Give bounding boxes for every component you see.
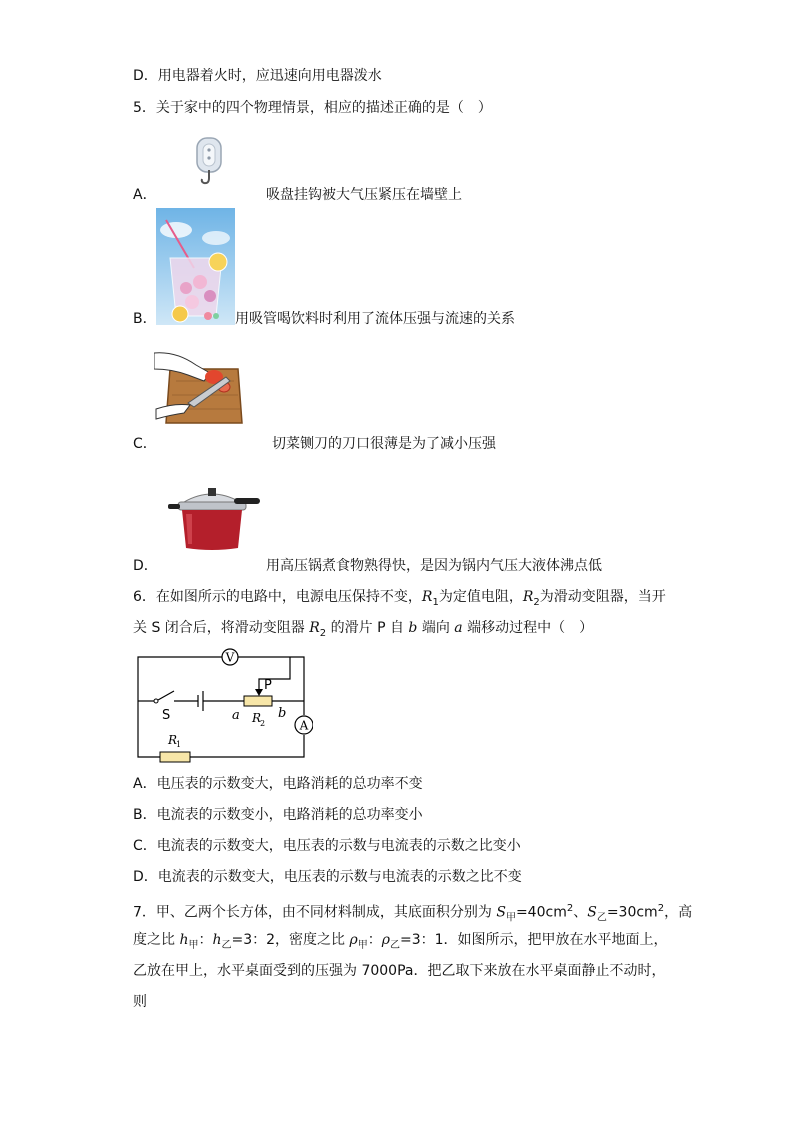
- q7-line3: 乙放在甲上，水平桌面受到的压强为 7000Pa．把乙取下来放在水平桌面静止不动时，: [133, 963, 666, 979]
- q5-option-d-text: 用高压锅煮食物熟得快，是因为锅内气压大液体沸点低: [266, 558, 602, 574]
- q7-text-5: =3：1．如图所示，把甲放在水平地面上，: [399, 932, 668, 948]
- ammeter-label: A: [299, 718, 309, 733]
- height-symbol-2: h: [212, 932, 222, 948]
- q5-stem: 5．关于家中的四个物理情景，相应的描述正确的是（ ）: [133, 100, 492, 116]
- area-symbol: S: [496, 904, 506, 921]
- q6-text-2: 为定值电阻，: [438, 589, 523, 605]
- q5-option-b-label: B．: [133, 311, 157, 327]
- end-a-label: a: [232, 708, 240, 723]
- area-yi-value: =30cm: [606, 904, 658, 921]
- q7-colon-2: ：: [367, 932, 382, 948]
- area-yi-unit-sup: 2: [657, 903, 665, 914]
- r2-label: R: [252, 711, 262, 725]
- r1-symbol: R: [421, 589, 433, 605]
- q5-option-b-text: 用吸管喝饮料时利用了流体压强与流速的关系: [235, 311, 515, 327]
- q6-option-d: D．电流表的示数变大，电压表的示数与电流表的示数之比不变: [133, 869, 522, 885]
- r2-subscript: 2: [533, 596, 540, 608]
- q7-text-3: 度之比: [133, 932, 180, 948]
- voltmeter-label: V: [225, 650, 235, 665]
- height-yi-sub: 乙: [221, 939, 232, 951]
- q6-text-1: 6．在如图所示的电路中，电源电压保持不变，: [133, 589, 422, 605]
- q4-option-d: D．用电器着火时，应迅速向用电器泼水: [133, 68, 382, 84]
- height-jia-sub: 甲: [188, 939, 199, 951]
- end-b-label: b: [278, 706, 287, 721]
- q6-stem-line2: [133, 618, 593, 644]
- q5-option-a-text: 吸盘挂钩被大气压紧压在墙壁上: [266, 187, 462, 203]
- q6-text-4: 关 S 闭合后，将滑动变阻器: [133, 620, 310, 636]
- area-symbol-2: S: [587, 904, 597, 921]
- r2-symbol: R: [522, 589, 534, 605]
- area-jia-unit-sup: 2: [566, 903, 574, 914]
- q5-option-d-label: D．: [133, 558, 158, 574]
- cutting-board-image: [154, 347, 244, 427]
- switch-label: S: [162, 708, 171, 723]
- q7-text-4: =3：2，密度之比: [231, 932, 350, 948]
- q6-option-a: A．电压表的示数变大，电路消耗的总功率不变: [133, 776, 423, 792]
- r1-subscript: 1: [432, 596, 439, 608]
- slider-label: P: [264, 678, 272, 693]
- circuit-diagram: [128, 645, 313, 763]
- height-symbol: h: [179, 932, 189, 948]
- q7-colon-1: ：: [198, 932, 213, 948]
- r2-label-sub: 2: [260, 719, 266, 728]
- r1-label: R: [168, 733, 178, 747]
- r2-subscript-2: 2: [319, 627, 327, 639]
- q6-text-6: 端向: [417, 620, 455, 636]
- drink-straw-image: [156, 208, 235, 325]
- area-yi-sub: 乙: [596, 912, 607, 924]
- q6-text-7: 端移动过程中（ ）: [462, 620, 594, 636]
- q6-option-b: B．电流表的示数变小，电路消耗的总功率变小: [133, 807, 423, 823]
- q7-line4: 则: [133, 994, 147, 1010]
- q6-option-c: C．电流表的示数变大，电压表的示数与电流表的示数之比变小: [133, 838, 521, 854]
- q6-stem-line1: [133, 587, 666, 613]
- end-b-symbol: b: [408, 620, 418, 636]
- q5-option-c-text: 切菜铡刀的刀口很薄是为了减小压强: [272, 436, 496, 452]
- q7-line1: [133, 899, 692, 928]
- q5-option-a-label: A．: [133, 187, 157, 203]
- density-jia-sub: 甲: [357, 939, 368, 951]
- r2-symbol-2: R: [309, 620, 320, 636]
- r1-label-sub: 1: [176, 740, 182, 749]
- q6-text-5: 的滑片 P 自: [326, 620, 409, 636]
- density-symbol-2: ρ: [381, 932, 390, 948]
- q7-line2: [133, 930, 668, 956]
- q7-sep: 、: [573, 904, 588, 921]
- suction-hook-image: [194, 136, 224, 188]
- density-yi-sub: 乙: [389, 939, 400, 951]
- q7-text-1: 7．甲、乙两个长方体，由不同材料制成，其底面积分别为: [133, 904, 497, 921]
- q5-option-c-label: C．: [133, 436, 157, 452]
- density-symbol: ρ: [349, 932, 358, 948]
- area-jia-sub: 甲: [505, 912, 516, 924]
- end-a-symbol: a: [454, 620, 463, 636]
- pressure-cooker-image: [164, 486, 262, 552]
- q6-text-3: 为滑动变阻器，当开: [539, 589, 666, 605]
- area-jia-value: =40cm: [515, 904, 567, 921]
- q7-text-2: ，高: [664, 904, 693, 921]
